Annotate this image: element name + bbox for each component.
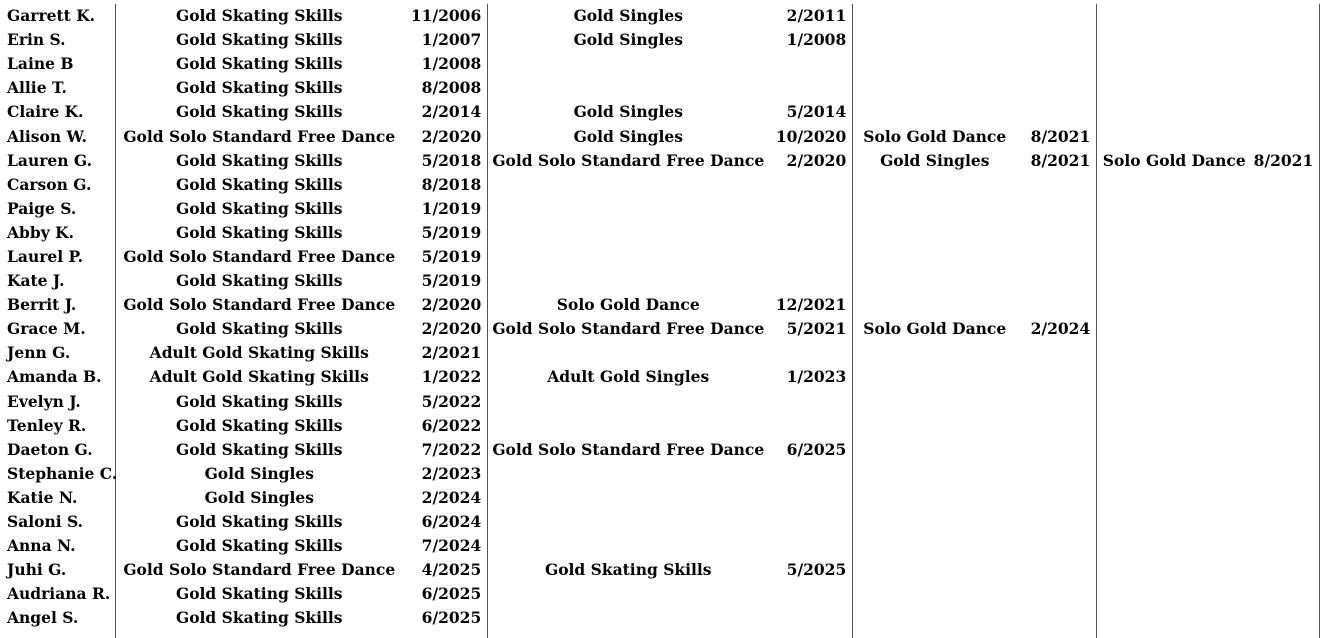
date-4 <box>1250 52 1321 76</box>
date-1: 2/2020 <box>421 126 482 146</box>
skater-name: Saloni S. <box>7 512 84 532</box>
achievement-1: Gold Solo Standard Free Dance <box>123 560 396 580</box>
table-row <box>0 100 1321 124</box>
skater-name: Laine B <box>7 54 74 74</box>
date-1: 5/2022 <box>421 391 482 411</box>
table-row <box>0 390 1321 414</box>
skater-name: Grace M. <box>7 319 86 339</box>
achievement-2 <box>489 534 767 558</box>
achievement-3 <box>854 414 1015 438</box>
achievement-3 <box>854 269 1015 293</box>
achievement-2: Gold Singles <box>573 126 683 146</box>
date-3 <box>1015 76 1098 100</box>
date-4 <box>1250 28 1321 52</box>
achievement-4 <box>1098 438 1250 462</box>
date-2: 5/2021 <box>786 319 847 339</box>
achievement-2: Solo Gold Dance <box>556 295 700 315</box>
achievement-4 <box>1098 582 1250 606</box>
achievement-3 <box>854 197 1015 221</box>
date-3 <box>1015 365 1098 389</box>
date-4 <box>1250 173 1321 197</box>
skater-name: Lauren G. <box>7 150 92 170</box>
achievement-3 <box>854 486 1015 510</box>
date-1: 4/2025 <box>421 560 482 580</box>
achievement-1: Gold Skating Skills <box>175 536 343 556</box>
achievement-3 <box>854 28 1015 52</box>
date-4 <box>1250 245 1321 269</box>
table-row <box>0 124 1321 148</box>
date-2 <box>767 173 854 197</box>
achievement-2: Gold Solo Standard Free Dance <box>492 319 765 339</box>
achievement-1: Gold Skating Skills <box>175 150 343 170</box>
date-2: 1/2023 <box>786 367 847 387</box>
achievement-1: Gold Skating Skills <box>175 54 343 74</box>
skater-name: Stephanie C. <box>7 463 118 483</box>
date-2 <box>767 390 854 414</box>
achievement-3 <box>854 534 1015 558</box>
date-1: 11/2006 <box>410 6 482 26</box>
achievement-4 <box>1098 269 1250 293</box>
date-2 <box>767 245 854 269</box>
achievement-2 <box>489 245 767 269</box>
achievement-3 <box>854 606 1015 630</box>
achievement-3 <box>854 558 1015 582</box>
achievement-4 <box>1098 245 1250 269</box>
date-1: 6/2025 <box>421 584 482 604</box>
achievement-1: Gold Skating Skills <box>175 608 343 628</box>
table-row <box>0 606 1321 630</box>
date-2 <box>767 486 854 510</box>
date-3 <box>1015 582 1098 606</box>
date-2 <box>767 76 854 100</box>
achievement-4 <box>1098 317 1250 341</box>
skater-name: Claire K. <box>7 102 84 122</box>
date-2 <box>767 510 854 534</box>
date-3: 8/2021 <box>1030 126 1091 146</box>
date-2 <box>767 582 854 606</box>
table-row <box>0 438 1321 462</box>
achievement-4 <box>1098 197 1250 221</box>
date-4 <box>1250 197 1321 221</box>
achievement-4 <box>1098 606 1250 630</box>
achievement-3 <box>854 173 1015 197</box>
skater-name: Paige S. <box>7 198 77 218</box>
date-3 <box>1015 197 1098 221</box>
date-2: 6/2025 <box>786 439 847 459</box>
date-1: 5/2019 <box>421 246 482 266</box>
date-2: 5/2025 <box>786 560 847 580</box>
achievement-1: Gold Skating Skills <box>175 30 343 50</box>
table-row <box>0 582 1321 606</box>
achievement-3 <box>854 52 1015 76</box>
skater-name: Daeton G. <box>7 439 93 459</box>
date-4 <box>1250 341 1321 365</box>
achievement-2 <box>489 582 767 606</box>
achievement-2 <box>489 606 767 630</box>
date-1: 2/2014 <box>421 102 482 122</box>
achievement-1: Adult Gold Skating Skills <box>149 343 369 363</box>
skater-name: Anna N. <box>7 536 76 556</box>
date-2: 2/2020 <box>786 150 847 170</box>
date-4 <box>1250 414 1321 438</box>
skater-name: Berrit J. <box>7 295 77 315</box>
achievement-2 <box>489 462 767 486</box>
achievement-2: Gold Singles <box>573 102 683 122</box>
table-row <box>0 558 1321 582</box>
achievement-4 <box>1098 28 1250 52</box>
date-1: 5/2019 <box>421 271 482 291</box>
date-2 <box>767 341 854 365</box>
achievement-4: Solo Gold Dance <box>1102 150 1246 170</box>
achievement-1: Gold Singles <box>204 487 314 507</box>
skater-name: Abby K. <box>7 222 74 242</box>
date-2: 1/2008 <box>786 30 847 50</box>
achievement-4 <box>1098 221 1250 245</box>
achievement-1: Gold Skating Skills <box>175 174 343 194</box>
date-3 <box>1015 221 1098 245</box>
date-4 <box>1250 269 1321 293</box>
achievement-4 <box>1098 390 1250 414</box>
date-3 <box>1015 390 1098 414</box>
skater-name: Kate J. <box>7 271 65 291</box>
achievement-2 <box>489 52 767 76</box>
achievement-4 <box>1098 414 1250 438</box>
date-4 <box>1250 293 1321 317</box>
date-3 <box>1015 52 1098 76</box>
table-row <box>0 293 1321 317</box>
table-row <box>0 534 1321 558</box>
achievement-4 <box>1098 124 1250 148</box>
achievement-2 <box>489 173 767 197</box>
table-row <box>0 317 1321 341</box>
achievement-3: Gold Singles <box>880 150 990 170</box>
skater-name: Laurel P. <box>7 246 84 266</box>
date-3 <box>1015 100 1098 124</box>
date-4 <box>1250 534 1321 558</box>
table-row <box>0 341 1321 365</box>
date-4 <box>1250 317 1321 341</box>
skater-name: Allie T. <box>7 78 67 98</box>
achievement-1: Gold Solo Standard Free Dance <box>123 295 396 315</box>
table-row <box>0 462 1321 486</box>
achievement-1: Gold Skating Skills <box>175 391 343 411</box>
table-row <box>0 486 1321 510</box>
date-3 <box>1015 462 1098 486</box>
achievement-3 <box>854 390 1015 414</box>
date-4 <box>1250 606 1321 630</box>
achievement-2 <box>489 510 767 534</box>
date-2: 2/2011 <box>786 6 847 26</box>
achievement-1: Gold Solo Standard Free Dance <box>123 246 396 266</box>
date-3 <box>1015 293 1098 317</box>
table-row <box>0 245 1321 269</box>
date-1: 1/2019 <box>421 198 482 218</box>
skater-name: Tenley R. <box>7 415 87 435</box>
achievement-4 <box>1098 52 1250 76</box>
date-3 <box>1015 4 1098 28</box>
achievement-1: Gold Skating Skills <box>175 198 343 218</box>
skater-name: Amanda B. <box>7 367 102 387</box>
achievement-1: Gold Skating Skills <box>175 222 343 242</box>
skater-name: Jenn G. <box>7 343 71 363</box>
achievement-4 <box>1098 365 1250 389</box>
date-2: 5/2014 <box>786 102 847 122</box>
achievement-3: Solo Gold Dance <box>863 126 1007 146</box>
date-4 <box>1250 558 1321 582</box>
achievement-2 <box>489 197 767 221</box>
date-3 <box>1015 606 1098 630</box>
date-3 <box>1015 414 1098 438</box>
skater-name: Audriana R. <box>7 584 111 604</box>
date-2 <box>767 221 854 245</box>
achievement-1: Gold Skating Skills <box>175 512 343 532</box>
achievement-4 <box>1098 341 1250 365</box>
date-4 <box>1250 221 1321 245</box>
date-4 <box>1250 4 1321 28</box>
achievement-2: Gold Singles <box>573 30 683 50</box>
skater-name: Carson G. <box>7 174 92 194</box>
date-1: 8/2018 <box>421 174 482 194</box>
date-1: 1/2008 <box>421 54 482 74</box>
date-1: 7/2022 <box>421 439 482 459</box>
date-3 <box>1015 438 1098 462</box>
date-4 <box>1250 510 1321 534</box>
achievement-2 <box>489 269 767 293</box>
date-3 <box>1015 269 1098 293</box>
date-1: 7/2024 <box>421 536 482 556</box>
achievement-3 <box>854 582 1015 606</box>
achievement-3 <box>854 365 1015 389</box>
achievement-1: Gold Singles <box>204 463 314 483</box>
achievement-1: Gold Skating Skills <box>175 415 343 435</box>
achievement-4 <box>1098 293 1250 317</box>
date-4 <box>1250 390 1321 414</box>
achievement-3 <box>854 4 1015 28</box>
table-row <box>0 269 1321 293</box>
skater-name: Garrett K. <box>7 6 96 26</box>
date-2 <box>767 197 854 221</box>
date-1: 8/2008 <box>421 78 482 98</box>
skater-name: Alison W. <box>7 126 87 146</box>
date-1: 2/2021 <box>421 343 482 363</box>
achievement-2: Gold Skating Skills <box>544 560 712 580</box>
date-4 <box>1250 582 1321 606</box>
achievement-3 <box>854 293 1015 317</box>
date-1: 6/2025 <box>421 608 482 628</box>
date-4 <box>1250 100 1321 124</box>
table-row <box>0 510 1321 534</box>
achievement-2: Adult Gold Singles <box>547 367 710 387</box>
achievement-3 <box>854 341 1015 365</box>
achievement-2 <box>489 221 767 245</box>
date-3 <box>1015 510 1098 534</box>
date-3 <box>1015 558 1098 582</box>
achievement-1: Gold Skating Skills <box>175 319 343 339</box>
achievement-2 <box>489 414 767 438</box>
table-row <box>0 4 1321 28</box>
achievement-3 <box>854 245 1015 269</box>
table-row <box>0 173 1321 197</box>
date-1: 5/2018 <box>421 150 482 170</box>
gold-medalist-table <box>0 4 1321 630</box>
achievement-4 <box>1098 534 1250 558</box>
achievement-4 <box>1098 100 1250 124</box>
achievement-2 <box>489 341 767 365</box>
table-row <box>0 197 1321 221</box>
achievement-2 <box>489 390 767 414</box>
table-row <box>0 365 1321 389</box>
date-1: 1/2022 <box>421 367 482 387</box>
achievement-4 <box>1098 76 1250 100</box>
date-2 <box>767 534 854 558</box>
skater-name: Evelyn J. <box>7 391 81 411</box>
achievement-3 <box>854 76 1015 100</box>
date-4: 8/2021 <box>1253 150 1314 170</box>
achievement-3: Solo Gold Dance <box>863 319 1007 339</box>
achievement-3 <box>854 100 1015 124</box>
date-3 <box>1015 173 1098 197</box>
achievement-1: Gold Skating Skills <box>175 584 343 604</box>
date-1: 2/2020 <box>421 319 482 339</box>
date-2 <box>767 606 854 630</box>
date-3: 8/2021 <box>1030 150 1091 170</box>
skater-name: Angel S. <box>7 608 79 628</box>
achievement-1: Gold Skating Skills <box>175 102 343 122</box>
table-row <box>0 221 1321 245</box>
achievement-2 <box>489 486 767 510</box>
date-1: 1/2007 <box>421 30 482 50</box>
date-2 <box>767 269 854 293</box>
date-2 <box>767 414 854 438</box>
date-4 <box>1250 124 1321 148</box>
achievement-3 <box>854 221 1015 245</box>
date-2: 12/2021 <box>775 295 847 315</box>
table-row <box>0 149 1321 173</box>
achievement-1: Adult Gold Skating Skills <box>149 367 369 387</box>
date-3 <box>1015 534 1098 558</box>
date-4 <box>1250 365 1321 389</box>
table-row <box>0 76 1321 100</box>
date-1: 2/2020 <box>421 295 482 315</box>
date-4 <box>1250 486 1321 510</box>
date-4 <box>1250 438 1321 462</box>
date-2 <box>767 462 854 486</box>
achievement-4 <box>1098 486 1250 510</box>
skater-name: Erin S. <box>7 30 66 50</box>
achievement-3 <box>854 462 1015 486</box>
date-2 <box>767 52 854 76</box>
date-4 <box>1250 76 1321 100</box>
achievement-4 <box>1098 558 1250 582</box>
skater-name: Juhi G. <box>7 560 67 580</box>
skater-name: Katie N. <box>7 487 78 507</box>
achievement-2 <box>489 76 767 100</box>
table-row <box>0 52 1321 76</box>
achievement-1: Gold Skating Skills <box>175 78 343 98</box>
date-3 <box>1015 341 1098 365</box>
date-1: 5/2019 <box>421 222 482 242</box>
achievement-3 <box>854 438 1015 462</box>
achievement-2: Gold Solo Standard Free Dance <box>492 439 765 459</box>
date-3 <box>1015 28 1098 52</box>
achievement-2: Gold Solo Standard Free Dance <box>492 150 765 170</box>
date-1: 6/2024 <box>421 512 482 532</box>
achievement-1: Gold Skating Skills <box>175 271 343 291</box>
table-row <box>0 28 1321 52</box>
date-1: 2/2023 <box>421 463 482 483</box>
date-3 <box>1015 245 1098 269</box>
achievement-3 <box>854 510 1015 534</box>
achievement-4 <box>1098 462 1250 486</box>
date-2: 10/2020 <box>775 126 847 146</box>
date-1: 2/2024 <box>421 487 482 507</box>
achievement-4 <box>1098 510 1250 534</box>
achievement-1: Gold Solo Standard Free Dance <box>123 126 396 146</box>
table-row <box>0 414 1321 438</box>
achievement-1: Gold Skating Skills <box>175 439 343 459</box>
achievement-4 <box>1098 173 1250 197</box>
date-1: 6/2022 <box>421 415 482 435</box>
date-4 <box>1250 462 1321 486</box>
achievement-4 <box>1098 4 1250 28</box>
date-3: 2/2024 <box>1030 319 1091 339</box>
achievement-1: Gold Skating Skills <box>175 6 343 26</box>
achievement-2: Gold Singles <box>573 6 683 26</box>
date-3 <box>1015 486 1098 510</box>
